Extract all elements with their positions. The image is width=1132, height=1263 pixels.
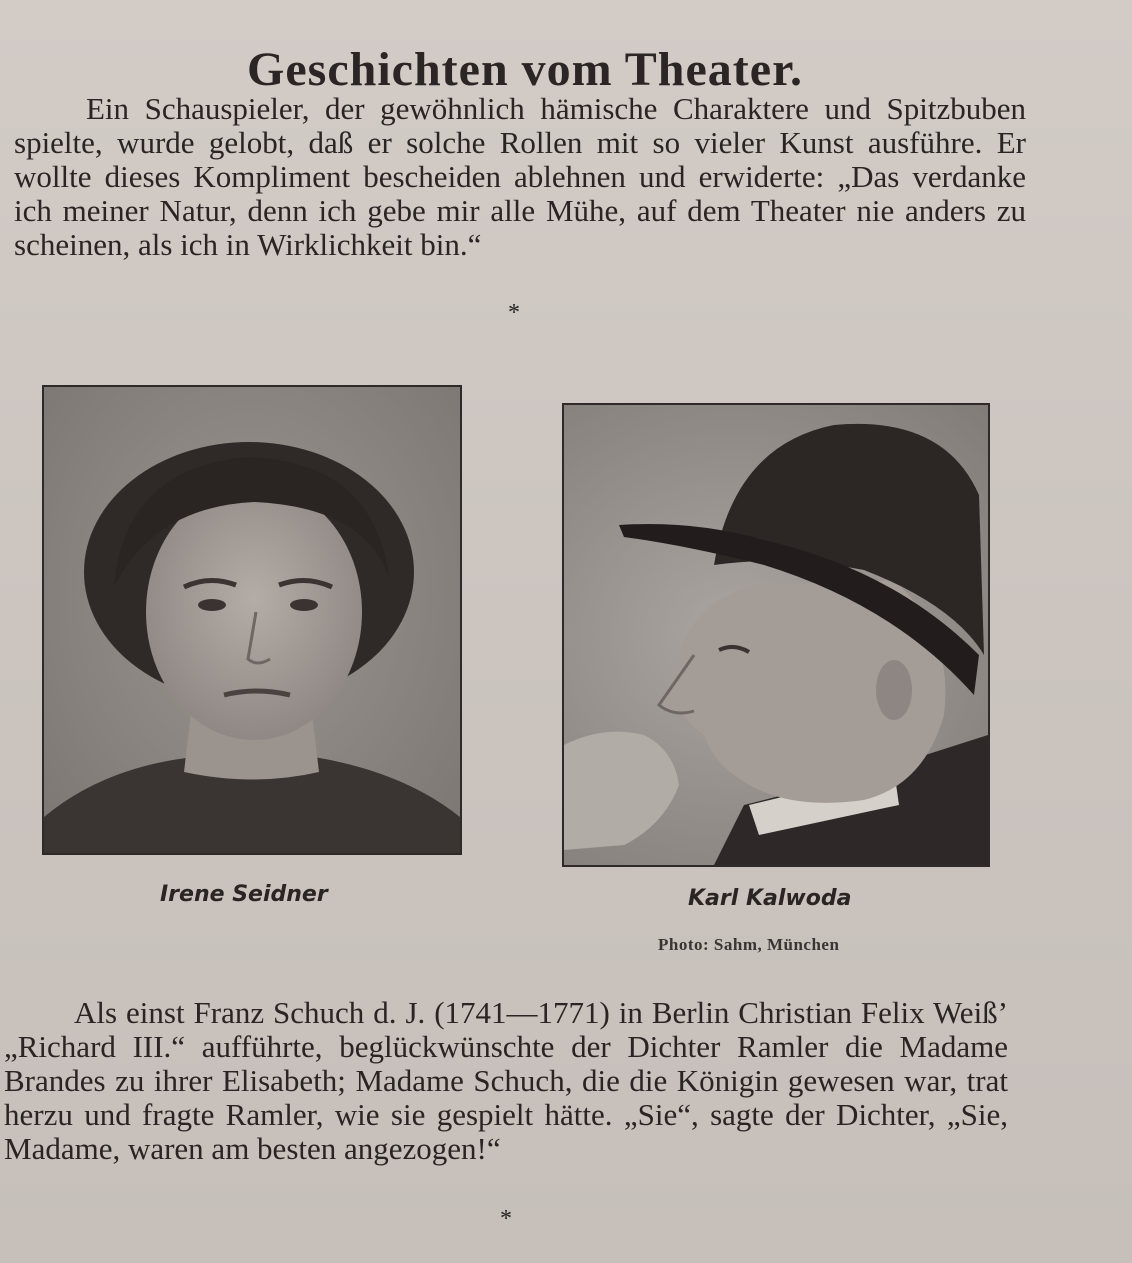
anecdote-paragraph-1: Ein Schauspieler, der gewöhnlich hämische Charaktere und Spitzbuben spielte, wurde gelobt, daß er solche Rollen mit so vieler Kunst ausführe. Er wollte dieses Kompliment bescheiden ablehnen und erwiderte: „Das verdanke ich meiner Natur, denn ich gebe mir alle Mühe, auf dem Theater nie anders zu scheinen, als ich in Wirklichkeit bin.“ (14, 91, 1026, 262)
separator-star: * (508, 300, 520, 326)
photo-karl-kalwoda (562, 403, 990, 867)
separator-star: * (500, 1206, 512, 1232)
portrait-woman-icon (44, 387, 460, 853)
photo-irene-seidner (42, 385, 462, 855)
anecdote-paragraph-2: Als einst Franz Schuch d. J. (1741—1771) in Berlin Christian Felix Weiß’ „Richard III.“ aufführte, beglückwünschte der Dichter Ramler die Madame Brandes zu ihrer Elisabeth; Madame Schuch, die die Königin gewesen war, trat herzu und fragte Ramler, wie sie gespielt hätte. „Sie“, sagte der Dichter, „Sie, Madame, waren am besten angezogen!“ (4, 995, 1008, 1166)
caption-karl-kalwoda: Karl Kalwoda (688, 886, 852, 911)
page-title: Geschichten vom Theater. (247, 43, 803, 97)
caption-irene-seidner: Irene Seidner (160, 882, 328, 907)
portrait-man-hat-icon (564, 405, 988, 865)
photo-credit: Photo: Sahm, München (658, 935, 840, 954)
